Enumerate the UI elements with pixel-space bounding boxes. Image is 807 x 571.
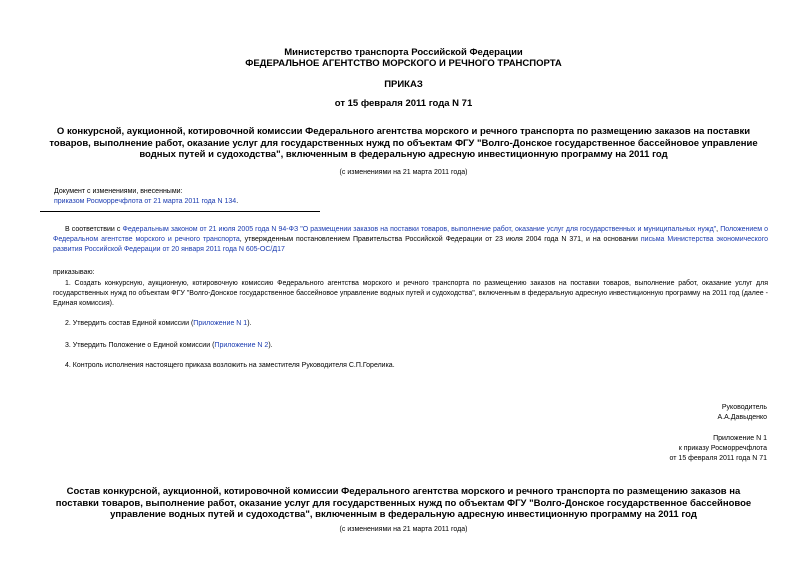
order-item-2: [53, 319, 768, 329]
ministry-header: [0, 47, 807, 69]
doc-changes-divider: [40, 211, 320, 212]
doc-type: ПРИКАЗ: [384, 79, 423, 90]
appendix-date: от 15 февраля 2011 года N 71: [669, 455, 767, 462]
order-item-2-end: ).: [247, 320, 252, 327]
order-item-2-text: 2. Утвердить состав Единой комиссии (: [65, 320, 194, 327]
agency-name: ФЕДЕРАЛЬНОЕ АГЕНТСТВО МОРСКОГО И РЕЧНОГО ТРАНСПОРТА: [245, 58, 562, 69]
order-item-3: [53, 341, 768, 351]
order-item-4: 4. Контроль исполнения настоящего приказа возложить на заместителя Руководителя С.П.Горелика.: [65, 362, 395, 369]
signature-name: А.А.Давыденко: [717, 414, 767, 421]
order-item-3-text: 3. Утвердить Положение о Единой комиссии (: [65, 342, 215, 349]
signature-block: [718, 403, 768, 423]
doc-changes-link[interactable]: приказом Росморречфлота от 21 марта 2011 года N 134: [54, 198, 237, 205]
intro-text-3: , утвержденным постановлением Правительства Российской Федерации от 23 июля 2004 года N 371: [239, 236, 582, 243]
amendment-note: (с изменениями на 21 марта 2011 года): [339, 169, 468, 176]
doc-date-number: от 15 февраля 2011 года N 71: [334, 98, 473, 109]
intro-paragraph: [53, 225, 768, 255]
appendix-title: Приложение N 1: [713, 435, 767, 442]
order-item-1: 1. Создать конкурсную, аукционную, котировочную комиссию Федерального агентства морского и речного транспорта по размещению заказов на поставки товаров, выполнение работ, оказание услуг для государственных нужд по объектам ФГУ "Волго-Донское государственное бассейновое управление водных путей и судоходства", включенным в федеральную адресную инвестиционную программу на 2011 год (далее - Единая комиссия).: [53, 280, 768, 307]
signature-role: Руководитель: [721, 404, 767, 411]
appendix-1-link[interactable]: Приложение N 1: [193, 320, 248, 327]
ministry-name: Министерство транспорта Российской Федерации: [284, 47, 523, 58]
order-word: приказываю:: [53, 269, 95, 276]
federal-law-link[interactable]: Федеральным законом от 21 июля 2005 года N 94-ФЗ "О размещении заказов на поставки товаров, выполнение работ, оказание услуг для государственных и муниципальных нужд": [122, 226, 717, 233]
appendix-2-link[interactable]: Приложение N 2: [214, 342, 269, 349]
doc-changes-box: [54, 187, 238, 207]
composition-title: Состав конкурсной, аукционной, котировочной комиссии Федерального агентства морского и речного транспорта по размещению заказов на поставки товаров, выполнение работ, оказание услуг для государственных нужд по объектам ФГУ "Волго-Донское государственное бассейновое управление водных путей и судоходства", включенным в федеральную адресную инвестиционную программу на 2011 год: [55, 486, 752, 520]
doc-changes-label: Документ с изменениями, внесенными:: [54, 188, 183, 195]
appendix-ref: к приказу Росморречфлота: [678, 445, 767, 452]
order-item-3-end: ).: [268, 342, 273, 349]
doc-changes-end: .: [236, 198, 239, 205]
amendment-note-2: (с изменениями на 21 марта 2011 года): [339, 526, 468, 533]
intro-text-2: ,: [716, 226, 721, 233]
intro-text-4: , и на основании: [581, 236, 641, 243]
doc-subject: О конкурсной, аукционной, котировочной комиссии Федерального агентства морского и речного транспорта по размещению заказов на поставки товаров, выполнение работ, оказание услуг для государственных нужд по объектам ФГУ "Волго-Донское государственное бассейновое управление водных путей и судоходства", включенным в федеральную адресную инвестиционную программу на 2011 год: [49, 126, 758, 160]
appendix-block: [670, 434, 767, 464]
regulation-link[interactable]: Положением о Федеральном агентстве морского и речного транспорта: [53, 226, 768, 243]
ministry-letter-link[interactable]: письма Министерства экономического развития Российской Федерации от 20 января 2011 года N 605-ОС/Д17: [53, 236, 768, 253]
doc-changes-row: [54, 197, 238, 207]
intro-text-1: В соответствии с: [65, 226, 123, 233]
